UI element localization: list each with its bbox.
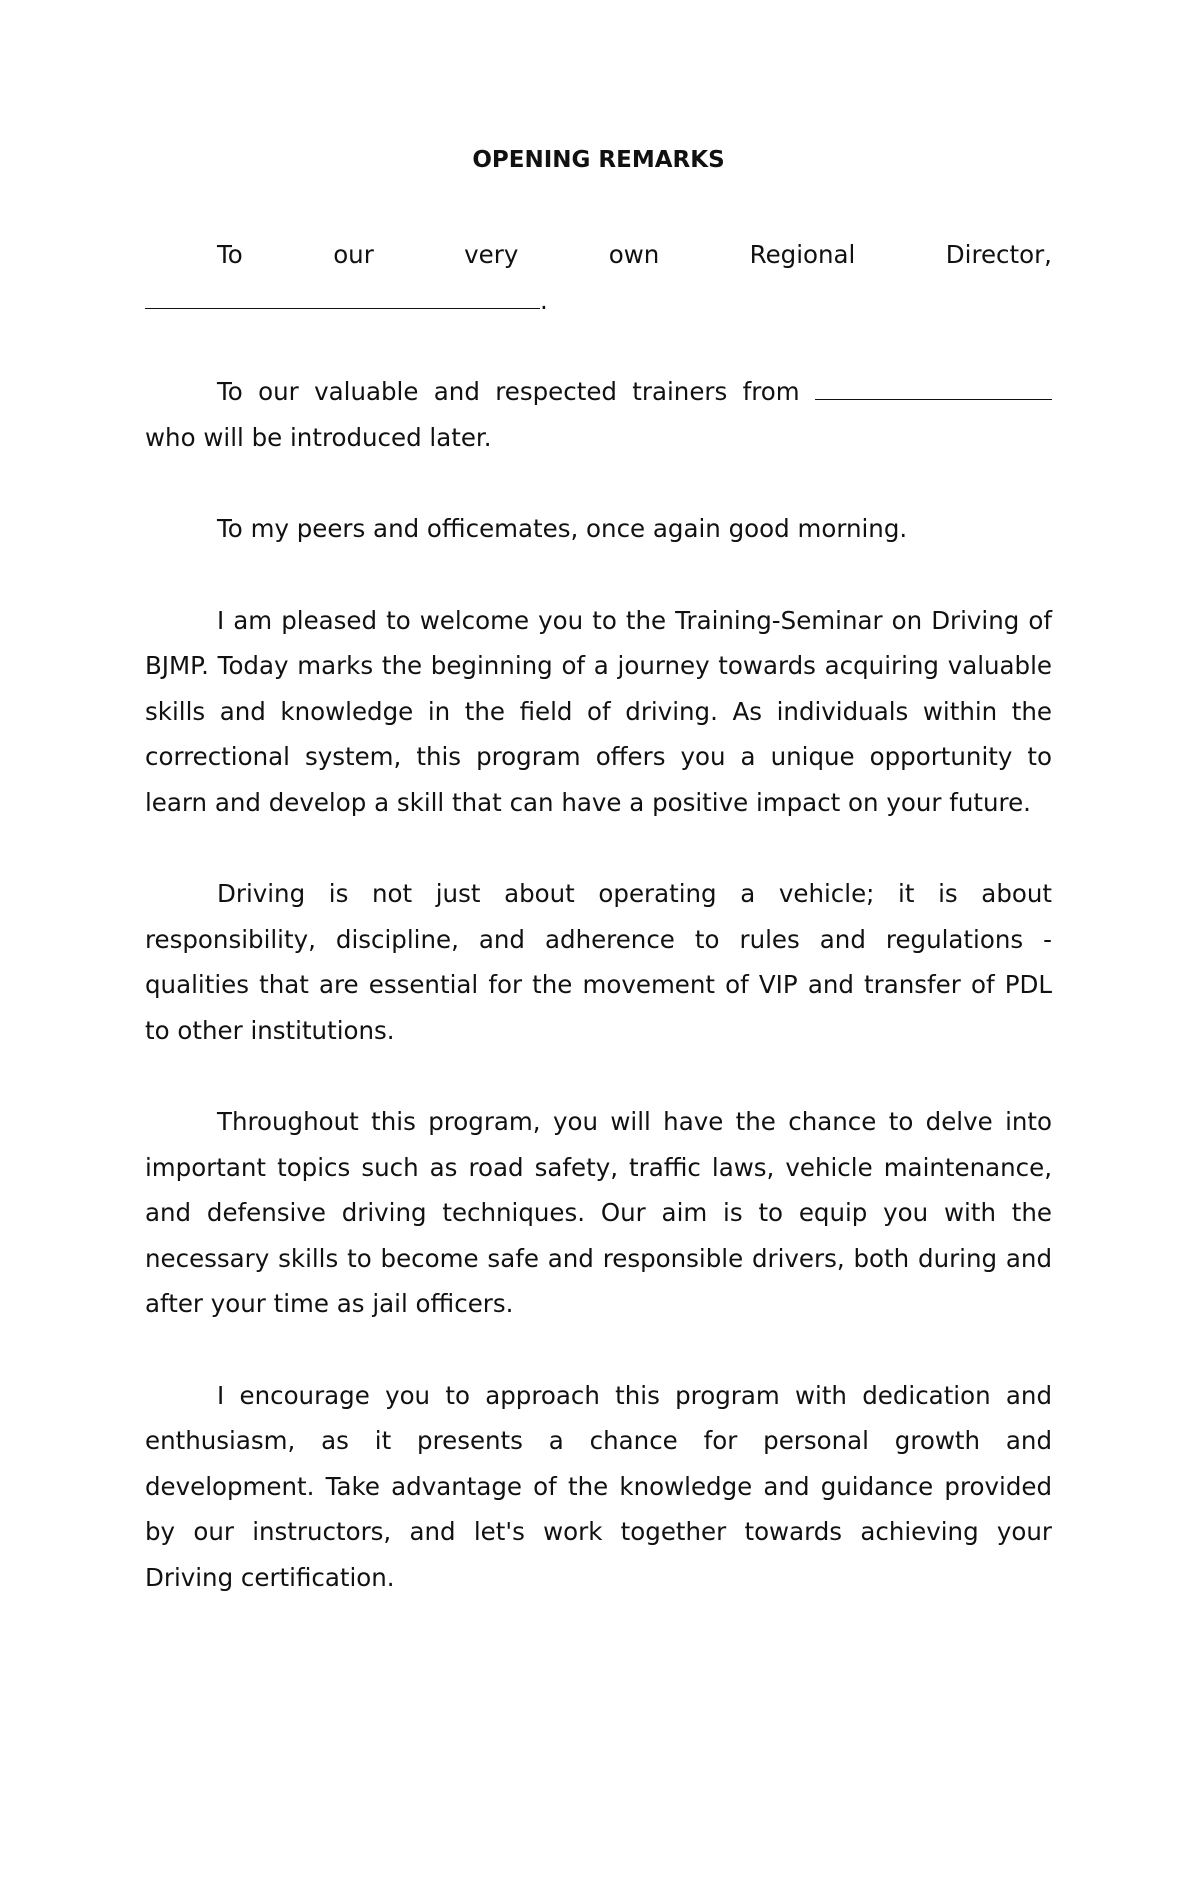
salutation-word: our <box>333 240 374 269</box>
salutation-peers: To my peers and officemates, once again good morning. <box>217 514 908 543</box>
director-name-blank <box>145 282 540 309</box>
salutation-word: very <box>464 240 519 269</box>
director-name-period: . <box>540 285 548 315</box>
salutation-trainers <box>145 369 1052 460</box>
salutation-word: Regional <box>749 240 856 269</box>
document-body <box>145 140 1052 1646</box>
trainers-name-blank <box>815 373 1052 400</box>
salutation-word: own <box>608 240 660 269</box>
body-paragraph: I am pleased to welcome you to the Training-Seminar on Driving of BJMP. Today marks the beginning of a journey towards acquiring valuable skills and knowledge in the field of driving. As individuals within the correctional system, this program offers you a unique opportunity to learn and develop a skill that can have a positive impact on your future. <box>145 605 1052 817</box>
salutation-word: Director, <box>945 240 1052 269</box>
trainers-text-before: To our valuable and respected trainers from <box>217 377 815 406</box>
salutation-word: To <box>217 240 243 269</box>
salutation-words <box>145 232 1052 278</box>
document-title: OPENING REMARKS <box>472 147 725 173</box>
director-name-row <box>145 278 1052 324</box>
body-paragraph: Driving is not just about operating a vehicle; it is about responsibility, discipline, and adherence to rules and regulations - qualities that are essential for the movement of VIP and transfer of PDL to other institutions. <box>145 879 1052 1045</box>
salutation-regional-director <box>145 232 1052 323</box>
trainers-text-after: who will be introduced later. <box>145 422 492 452</box>
body-paragraph: Throughout this program, you will have the chance to delve into important topics such as road safety, traffic laws, vehicle maintenance, and defensive driving techniques. Our aim is to equip you with the necessary skills to become safe and responsible drivers, both during and after your time as jail officers. <box>145 1107 1052 1318</box>
body-paragraph: I encourage you to approach this program with dedication and enthusiasm, as it presents a chance for personal growth and development. Take advantage of the knowledge and guidance provided by our instructors, and let's work together towards achieving your Driving certification. <box>145 1380 1052 1592</box>
